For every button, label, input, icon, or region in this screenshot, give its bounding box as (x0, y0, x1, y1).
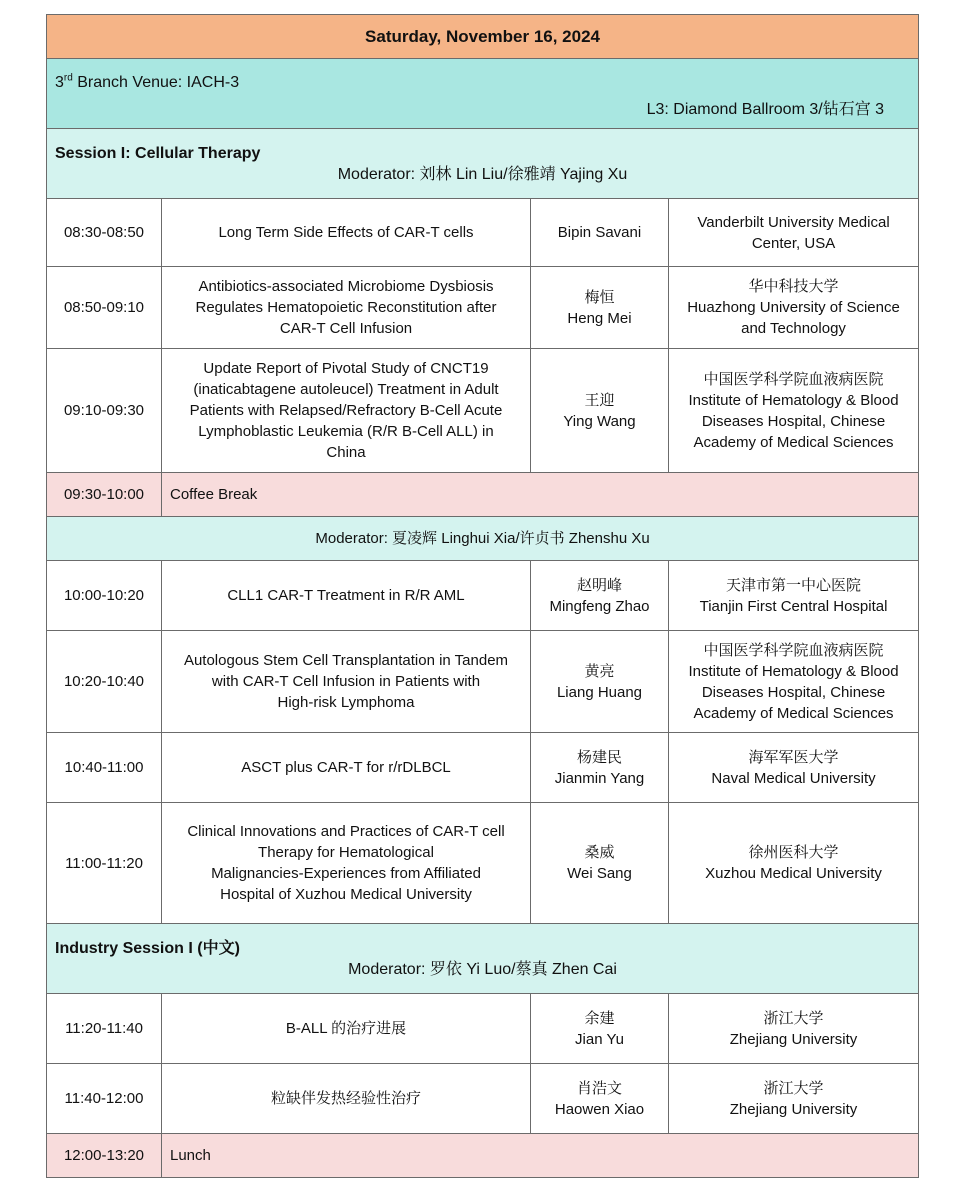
talk-title-line: (inaticabtagene autoleucel) Treatment in Adult (193, 381, 499, 398)
break-time: 09:30-10:00 (47, 473, 162, 517)
affiliation-line: Diseases Hospital, Chinese (701, 683, 886, 701)
talk-title-line: Long Term Side Effects of CAR-T cells (218, 224, 474, 241)
speaker-line: Liang Huang (556, 683, 643, 701)
affiliation (669, 631, 919, 733)
time-cell: 08:30-08:50 (47, 199, 162, 267)
affiliation-line: Academy of Medical Sciences (693, 433, 894, 451)
affiliation-line: 徐州医科大学 (748, 844, 839, 861)
talk-title (162, 733, 531, 803)
affiliation-line: 天津市第一中心医院 (726, 576, 862, 594)
affiliation-line: Naval Medical University (711, 769, 876, 787)
talk-title-line: Antibiotics-associated Microbiome Dysbiosis (198, 278, 494, 295)
affiliation-line: Diseases Hospital, Chinese (701, 412, 886, 430)
time-cell: 11:20-11:40 (47, 994, 162, 1064)
talk-title (162, 631, 531, 733)
break-row (47, 1134, 919, 1178)
speaker-line: Ying Wang (563, 412, 636, 430)
affiliation (669, 267, 919, 349)
talk-title-line: China (326, 444, 366, 461)
table-row (47, 561, 919, 631)
table-row (47, 1064, 919, 1134)
speaker-line: Wei Sang (567, 865, 632, 882)
speaker (531, 199, 669, 267)
talk-title (162, 349, 531, 473)
table-row (47, 994, 919, 1064)
break-row (47, 473, 919, 517)
speaker (531, 267, 669, 349)
table-row (47, 349, 919, 473)
speaker-line: 黄亮 (584, 662, 615, 680)
talk-title-line: CAR-T Cell Infusion (279, 320, 413, 337)
speaker (531, 631, 669, 733)
talk-title (162, 1064, 531, 1134)
affiliation-line: Academy of Medical Sciences (693, 704, 894, 722)
speaker-line: Mingfeng Zhao (549, 597, 650, 615)
speaker-line: Heng Mei (567, 309, 632, 327)
talk-title (162, 561, 531, 631)
session-title: Session I: Cellular Therapy (55, 144, 261, 162)
speaker (531, 349, 669, 473)
schedule-table (46, 14, 919, 1178)
table-row (47, 631, 919, 733)
break-label: Lunch (162, 1134, 919, 1178)
time-cell: 10:20-10:40 (47, 631, 162, 733)
affiliation (669, 733, 919, 803)
speaker (531, 561, 669, 631)
break-label: Coffee Break (162, 473, 919, 517)
talk-title-line: High-risk Lymphoma (277, 694, 415, 711)
affiliation-line: Huazhong University of Science (687, 299, 900, 316)
talk-title-line: Malignancies-Experiences from Affiliated (211, 865, 481, 882)
affiliation (669, 561, 919, 631)
speaker-line: Jianmin Yang (554, 769, 645, 787)
time-cell: 11:00-11:20 (47, 803, 162, 924)
affiliation-line: 中国医学科学院血液病医院 (703, 641, 884, 659)
speaker-line: 梅恒 (584, 288, 615, 306)
industry-session-header (47, 924, 919, 994)
affiliation-line: Center, USA (751, 234, 836, 252)
talk-title (162, 994, 531, 1064)
talk-title-line: B-ALL 的治疗进展 (285, 1020, 407, 1037)
talk-title-line: ASCT plus CAR-T for r/rDLBCL (241, 759, 451, 776)
talk-title-line: Clinical Innovations and Practices of CAR-T cell (187, 823, 505, 840)
affiliation-line: and Technology (741, 320, 846, 337)
talk-title-line: Therapy for Hematological (258, 844, 434, 861)
time-cell: 09:10-09:30 (47, 349, 162, 473)
speaker-line: 王迎 (584, 391, 615, 409)
break-time: 12:00-13:20 (47, 1134, 162, 1178)
affiliation (669, 349, 919, 473)
speaker (531, 994, 669, 1064)
affiliation-line: Institute of Hematology & Blood (688, 391, 899, 409)
affiliation-line: Zhejiang University (729, 1100, 858, 1118)
talk-title (162, 267, 531, 349)
session-title: Industry Session I (中文) (55, 939, 240, 957)
talk-title-line: Autologous Stem Cell Transplantation in Tandem (183, 652, 509, 669)
session-moderator: Moderator: 罗依 Yi Luo/蔡真 Zhen Cai (348, 960, 617, 978)
time-cell: 10:00-10:20 (47, 561, 162, 631)
talk-title-line: Regulates Hematopoietic Reconstitution after (195, 299, 497, 316)
speaker-line: 桑威 (584, 844, 615, 861)
affiliation-line: Xuzhou Medical University (705, 865, 882, 882)
affiliation (669, 199, 919, 267)
talk-title-line: 粒缺伴发热经验性治疗 (270, 1090, 421, 1107)
speaker-line: Haowen Xiao (554, 1100, 645, 1118)
time-cell: 11:40-12:00 (47, 1064, 162, 1134)
talk-title-line: Lymphoblastic Leukemia (R/R B-Cell ALL) in (198, 423, 494, 440)
table-row (47, 199, 919, 267)
talk-title (162, 803, 531, 924)
venue-room: L3: Diamond Ballroom 3/钻石宫 3 (646, 100, 885, 118)
venue-name: 3rd Branch Venue: IACH-3 (55, 72, 240, 91)
affiliation-line: Zhejiang University (729, 1030, 858, 1048)
affiliation-line: 浙江大学 (763, 1079, 824, 1097)
talk-title-line: CLL1 CAR-T Treatment in R/R AML (227, 587, 465, 604)
affiliation-line: 海军军医大学 (748, 748, 839, 766)
speaker-line: 赵明峰 (576, 576, 622, 594)
speaker (531, 1064, 669, 1134)
affiliation-line: Tianjin First Central Hospital (699, 597, 888, 615)
session-moderator: Moderator: 刘林 Lin Liu/徐雅靖 Yajing Xu (337, 165, 628, 183)
affiliation (669, 994, 919, 1064)
speaker (531, 803, 669, 924)
affiliation (669, 803, 919, 924)
table-row (47, 267, 919, 349)
affiliation (669, 1064, 919, 1134)
talk-title-line: Hospital of Xuzhou Medical University (220, 886, 472, 903)
time-cell: 10:40-11:00 (47, 733, 162, 803)
affiliation-line: Institute of Hematology & Blood (688, 662, 899, 680)
date-header: Saturday, November 16, 2024 (47, 15, 919, 59)
talk-title (162, 199, 531, 267)
speaker-line: Bipin Savani (557, 224, 642, 241)
speaker-line: 肖浩文 (576, 1079, 622, 1097)
talk-title-line: Patients with Relapsed/Refractory B-Cell Acute (189, 402, 503, 419)
speaker-line: 杨建民 (576, 748, 622, 766)
speaker (531, 733, 669, 803)
venue-header (47, 59, 919, 129)
affiliation-line: Vanderbilt University Medical (697, 213, 890, 231)
talk-title-line: with CAR-T Cell Infusion in Patients with (211, 673, 481, 690)
speaker-line: Jian Yu (575, 1030, 624, 1048)
table-row (47, 803, 919, 924)
time-cell: 08:50-09:10 (47, 267, 162, 349)
affiliation-line: 中国医学科学院血液病医院 (703, 370, 884, 388)
speaker-line: 余建 (584, 1009, 615, 1027)
affiliation-line: 华中科技大学 (748, 278, 839, 295)
moderator-row: Moderator: 夏凌辉 Linghui Xia/许贞书 Zhenshu Xu (47, 517, 919, 561)
table-row (47, 733, 919, 803)
talk-title-line: Update Report of Pivotal Study of CNCT19 (203, 360, 489, 377)
affiliation-line: 浙江大学 (763, 1009, 824, 1027)
session-header (47, 129, 919, 199)
